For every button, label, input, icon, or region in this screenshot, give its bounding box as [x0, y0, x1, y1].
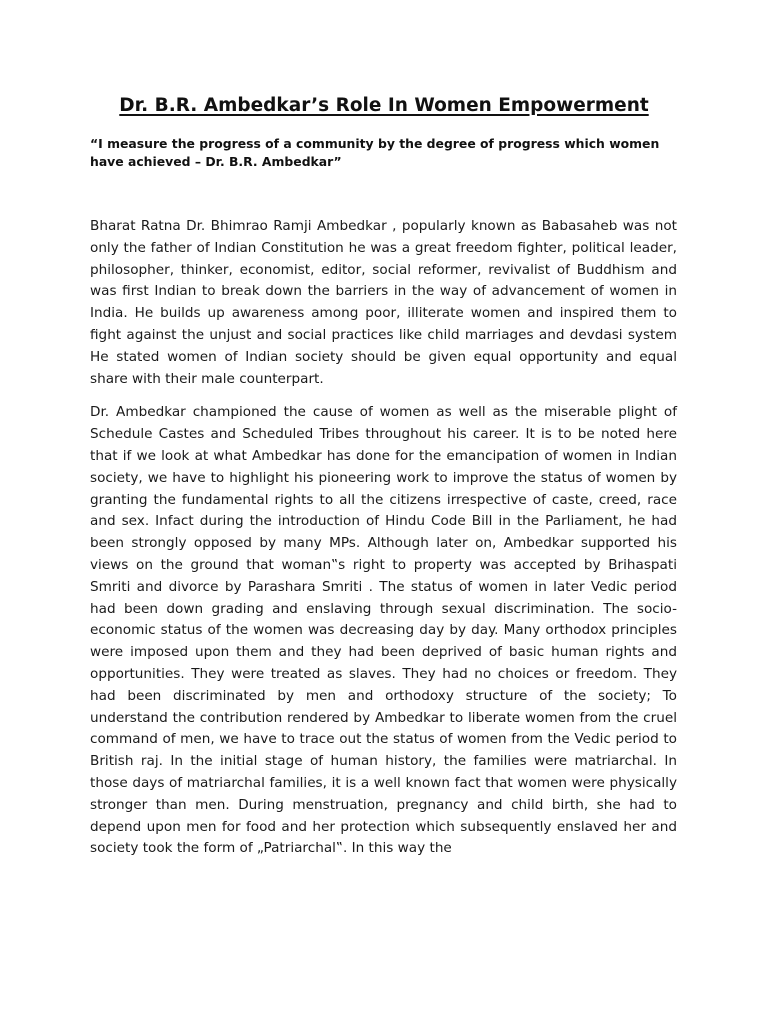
paragraph-women-emancipation: Dr. Ambedkar championed the cause of women as well as the miserable plight of Schedule Castes and Scheduled Tribes throughout his career. It is to be noted here that if we look at what Ambedkar has done for the emancipation of women in Indian society, we have to highlight his pioneering work to improve the status of women by granting the fundamental rights to all the citizens irrespective of caste, creed, race and sex. Infact during the introduction of Hindu Code Bill in the Parliament, he had been strongly opposed by many MPs. Although later on, Ambedkar supported his views on the ground that woman‟s right to property was accepted by Brihaspati Smriti and divorce by Parashara Smriti . The status of women in later Vedic period had been down grading and enslaving through sexual discrimination. The socio-economic status of the women was decreasing day by day. Many orthodox principles were imposed upon them and they had been deprived of basic human rights and opportunities. They were treated as slaves. They had no choices or freedom. They had been discriminated by men and orthodoxy structure of the society; To understand the contribution rendered by Ambedkar to liberate women from the cruel command of men, we have to trace out the status of women from the Vedic period to British raj. In the initial stage of human history, the families were matriarchal. In those days of matriarchal families, it is a well known fact that women were physically stronger than men. During menstruation, pregnancy and child birth, she had to depend upon men for food and her protection which subsequently enslaved her and society took the form of „Patriarchal‟. In this way the — [90, 404, 677, 857]
paragraph-introduction: Bharat Ratna Dr. Bhimrao Ramji Ambedkar , popularly known as Babasaheb was not only the father of Indian Constitution he was a great freedom fighter, political leader, philosopher, thinker, economist, editor, social reformer, revivalist of Buddhism and was first Indian to break down the barriers in the way of advancement of women in India. He builds up awareness among poor, illiterate women and inspired them to fight against the unjust and social practices like child marriages and devdasi system He stated women of Indian society should be given equal opportunity and equal share with their male counterpart. — [90, 218, 677, 387]
ambedkar-quote: “I measure the progress of a community by the degree of progress which women have achieved – Dr. B.R. Ambedkar” — [90, 136, 660, 169]
document-body — [90, 216, 677, 872]
document-title: Dr. B.R. Ambedkar’s Role In Women Empowerment — [119, 95, 649, 116]
